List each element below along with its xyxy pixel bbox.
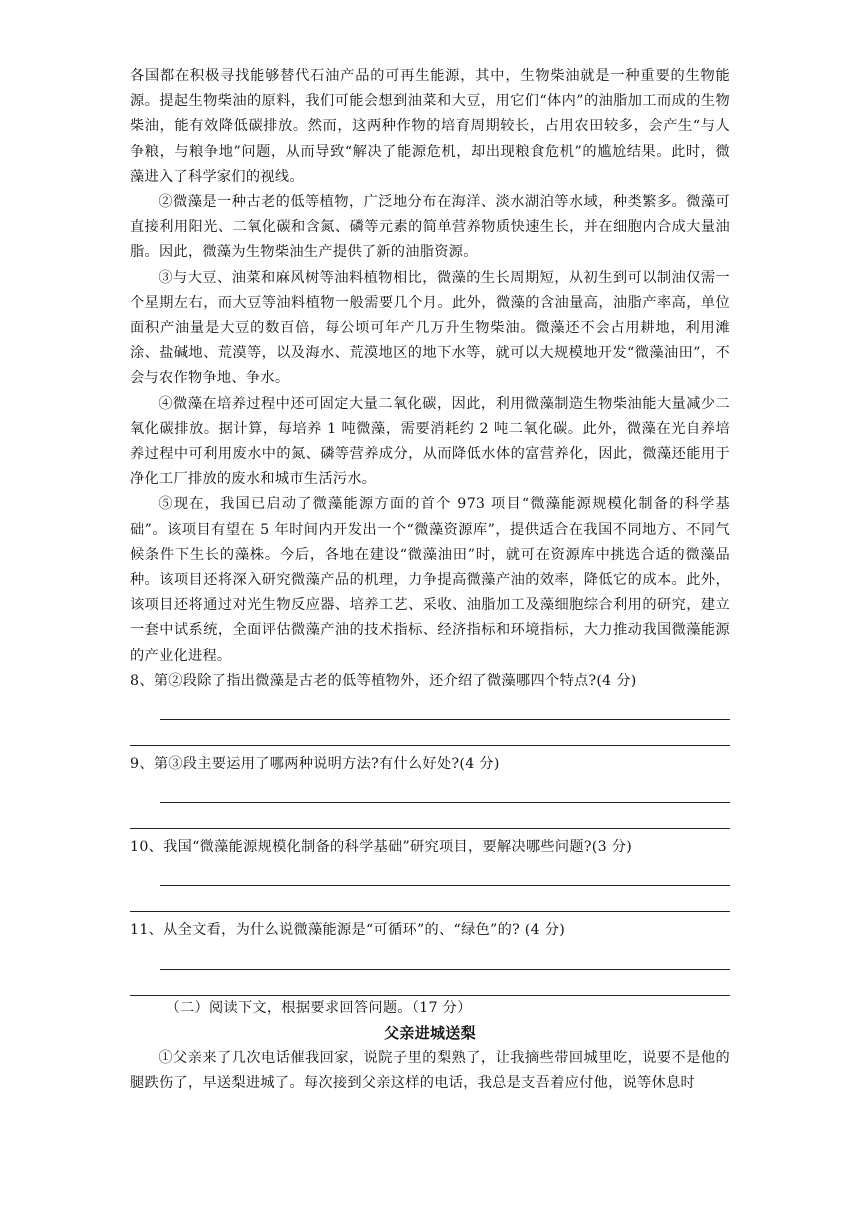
- story-title: 父亲进城送梨: [384, 1023, 476, 1042]
- passage-body: [130, 64, 730, 1097]
- question-8: 8、第②段除了指出微藻是古老的低等植物外，还介绍了微藻哪四个特点?(4 分): [130, 672, 637, 689]
- answer-line[interactable]: [160, 694, 730, 720]
- answer-line[interactable]: [130, 886, 730, 912]
- answer-line[interactable]: [160, 944, 730, 970]
- answer-line[interactable]: [160, 777, 730, 803]
- story-paragraph-1: ①父亲来了几次电话催我回家，说院子里的梨熟了，让我摘些带回城里吃，说要不是他的腿跌伤了，早送梨进城了。每次接到父亲这样的电话，我总是支吾着应付他，说等休息时: [130, 1050, 730, 1092]
- paragraph-2: ②微藻是一种古老的低等植物，广泛地分布在海洋、淡水湖泊等水域，种类繁多。微藻可直接利用阳光、二氧化碳和含氮、磷等元素的简单营养物质快速生长，并在细胞内合成大量油脂。因此，微藻为生物柴油生产提供了新的油脂资源。: [130, 194, 730, 261]
- paragraph-4: ④微藻在培养过程中还可固定大量二氧化碳，因此，利用微藻制造生物柴油能大量减少二氧化碳排放。据计算，每培养 1 吨微藻，需要消耗约 2 吨二氧化碳。此外，微藻在光自养培养过程中可利用废水中的氮、磷等营养成分，从而降低水体的富营养化，因此，微藻还能用于净化工厂排放的废水和城市生活污水。: [130, 395, 730, 488]
- answer-line[interactable]: [130, 803, 730, 829]
- answer-line[interactable]: [130, 970, 730, 996]
- question-11: 11、从全文看，为什么说微藻能源是“可循环”的、“绿色”的? (4 分): [130, 922, 566, 939]
- paragraph-5: ⑤现在，我国已启动了微藻能源方面的首个 973 项目“微藻能源规模化制备的科学基础”。该项目有望在 5 年时间内开发出一个“微藻资源库”，提供适合在我国不同地方、不同气候条件下生长的藻株。今后，各地在建设“微藻油田”时，就可在资源库中挑选合适的微藻品种。该项目还将深入研究微藻产品的机理，力争提高微藻产油的效率，降低它的成本。此外，该项目还将通过对光生物反应器、培养工艺、采收、油脂加工及藻细胞综合利用的研究，建立一套中试系统，全面评估微藻产油的技术指标、经济指标和环境指标，大力推动我国微藻能源的产业化进程。: [130, 496, 730, 664]
- question-10: 10、我国“微藻能源规模化制备的科学基础”研究项目，要解决哪些问题?(3 分): [130, 839, 633, 856]
- answer-line[interactable]: [160, 860, 730, 886]
- answer-line[interactable]: [130, 720, 730, 746]
- paragraph-1: 各国都在积极寻找能够替代石油产品的可再生能源，其中，生物柴油就是一种重要的生物能源。提起生物柴油的原料，我们可能会想到油菜和大豆，用它们“体内”的油脂加工而成的生物柴油，能有效降低碳排放。然而，这两种作物的培育周期较长，占用农田较多，会产生“与人争粮，与粮争地”问题，从而导致“解决了能源危机，却出现粮食危机”的尴尬结果。此时，微藻进入了科学家们的视线。: [130, 68, 730, 185]
- question-9: 9、第③段主要运用了哪两种说明方法?有什么好处?(4 分): [130, 756, 500, 773]
- paragraph-3: ③与大豆、油菜和麻风树等油料植物相比，微藻的生长周期短，从初生到可以制油仅需一个星期左右，而大豆等油料植物一般需要几个月。此外，微藻的含油量高，油脂产率高，单位面积产油量是大豆的数百倍，每公顷可年产几万升生物柴油。微藻还不会占用耕地，利用滩涂、盐碱地、荒漠等，以及海水、荒漠地区的地下水等，就可以大规模地开发“微藻油田”，不会与农作物争地、争水。: [130, 269, 730, 387]
- section-heading: （二）阅读下文，根据要求回答问题。（17 分）: [165, 999, 472, 1016]
